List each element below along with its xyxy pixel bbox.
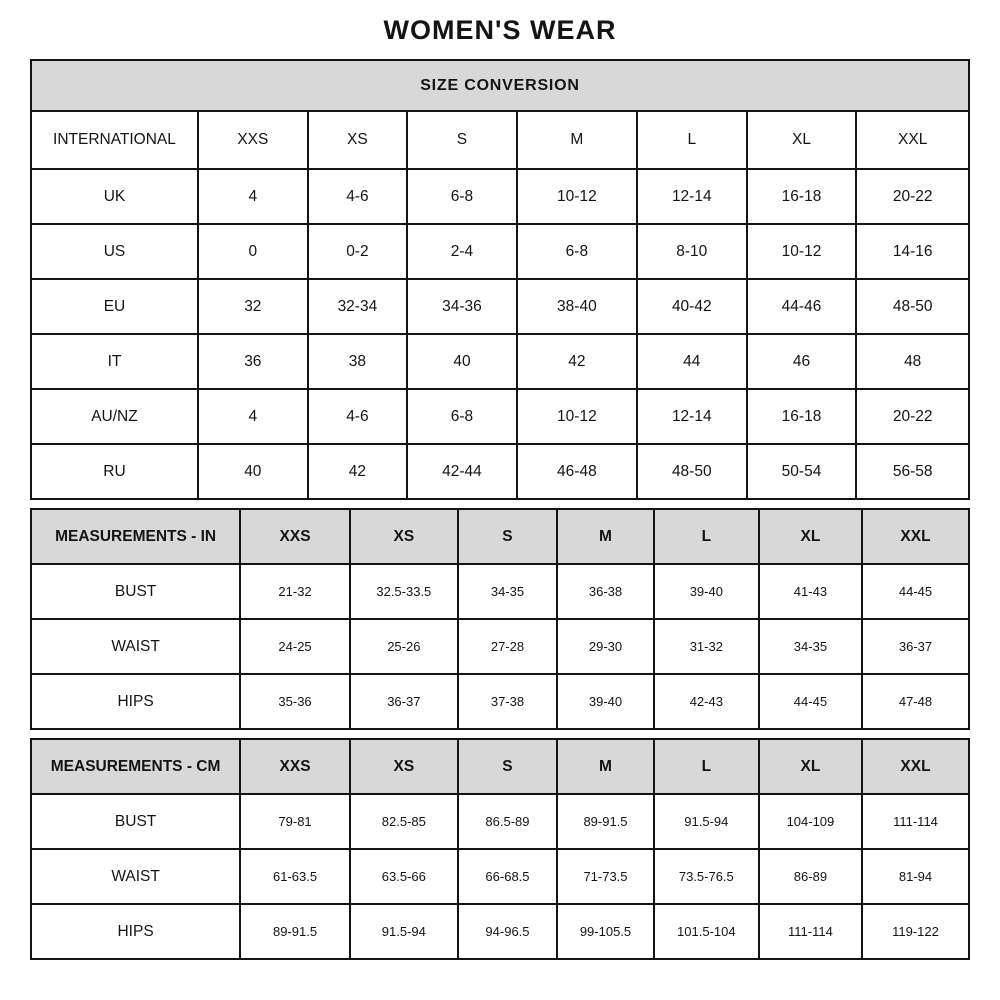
table-cell: 104-109: [759, 794, 862, 849]
table-cell: 86.5-89: [458, 794, 557, 849]
table-header-row: [31, 60, 969, 111]
table-cell: 36: [198, 334, 308, 389]
table-title: SIZE CONVERSION: [31, 60, 969, 111]
table-cell: 10-12: [517, 169, 637, 224]
table-cell: 56-58: [856, 444, 969, 499]
table-cell: 36-37: [350, 674, 458, 729]
column-header: XXL: [862, 509, 969, 564]
column-header: XS: [350, 509, 458, 564]
row-label: WAIST: [31, 849, 240, 904]
table-row: [31, 619, 969, 674]
table-cell: 34-35: [759, 619, 862, 674]
table-cell: 111-114: [862, 794, 969, 849]
table-cell: 41-43: [759, 564, 862, 619]
row-label: RU: [31, 444, 198, 499]
table-cell: 6-8: [517, 224, 637, 279]
table-cell: 14-16: [856, 224, 969, 279]
table-cell: 42-43: [654, 674, 759, 729]
table-cell: 0: [198, 224, 308, 279]
column-header: XXL: [856, 111, 969, 169]
table-cell: 81-94: [862, 849, 969, 904]
row-label: WAIST: [31, 619, 240, 674]
column-header: M: [557, 509, 654, 564]
row-label: HIPS: [31, 674, 240, 729]
table-cell: 34-36: [407, 279, 517, 334]
table-cell: 44: [637, 334, 747, 389]
table-cell: 38: [308, 334, 407, 389]
table-row: [31, 794, 969, 849]
table-cell: 2-4: [407, 224, 517, 279]
table-cell: 66-68.5: [458, 849, 557, 904]
table-cell: 48: [856, 334, 969, 389]
table-cell: 29-30: [557, 619, 654, 674]
table-cell: 39-40: [557, 674, 654, 729]
table-cell: 4: [198, 169, 308, 224]
column-header: L: [637, 111, 747, 169]
table-cell: 35-36: [240, 674, 350, 729]
column-header: S: [407, 111, 517, 169]
table-row: [31, 904, 969, 959]
table-cell: 86-89: [759, 849, 862, 904]
table-row: [31, 279, 969, 334]
table-cell: 6-8: [407, 169, 517, 224]
table-cell: 44-45: [759, 674, 862, 729]
table-cell: 4: [198, 389, 308, 444]
table-cell: 0-2: [308, 224, 407, 279]
column-header: XXS: [240, 509, 350, 564]
size-conversion-table: [30, 59, 970, 500]
table-cell: 31-32: [654, 619, 759, 674]
table-cell: 101.5-104: [654, 904, 759, 959]
table-cell: 44-46: [747, 279, 857, 334]
table-cell: 34-35: [458, 564, 557, 619]
row-label: BUST: [31, 564, 240, 619]
table-cell: 24-25: [240, 619, 350, 674]
table-cell: 12-14: [637, 389, 747, 444]
table-cell: 32.5-33.5: [350, 564, 458, 619]
table-cell: 32-34: [308, 279, 407, 334]
table-cell: 42: [308, 444, 407, 499]
column-header: XS: [350, 739, 458, 794]
table-cell: 42: [517, 334, 637, 389]
table-cell: 16-18: [747, 169, 857, 224]
table-cell: 21-32: [240, 564, 350, 619]
column-header: XS: [308, 111, 407, 169]
column-header: S: [458, 509, 557, 564]
table-cell: 36-38: [557, 564, 654, 619]
table-cell: 12-14: [637, 169, 747, 224]
table-cell: 91.5-94: [350, 904, 458, 959]
table-cell: 44-45: [862, 564, 969, 619]
table-row: [31, 389, 969, 444]
table-cell: 46: [747, 334, 857, 389]
table-cell: 111-114: [759, 904, 862, 959]
table-cell: 50-54: [747, 444, 857, 499]
table-cell: 4-6: [308, 169, 407, 224]
table-cell: 42-44: [407, 444, 517, 499]
table-cell: 38-40: [517, 279, 637, 334]
column-header: L: [654, 509, 759, 564]
row-label: BUST: [31, 794, 240, 849]
column-header-row: [31, 739, 969, 794]
column-header: L: [654, 739, 759, 794]
table-title: MEASUREMENTS - IN: [31, 509, 240, 564]
table-cell: 89-91.5: [557, 794, 654, 849]
table-cell: 40: [407, 334, 517, 389]
row-label: HIPS: [31, 904, 240, 959]
table-cell: 27-28: [458, 619, 557, 674]
table-cell: 73.5-76.5: [654, 849, 759, 904]
table-cell: 20-22: [856, 389, 969, 444]
table-cell: 4-6: [308, 389, 407, 444]
table-cell: 119-122: [862, 904, 969, 959]
table-cell: 94-96.5: [458, 904, 557, 959]
row-label: UK: [31, 169, 198, 224]
table-cell: 10-12: [517, 389, 637, 444]
table-cell: 37-38: [458, 674, 557, 729]
measurements-in-table: [30, 508, 970, 730]
column-header-row: [31, 509, 969, 564]
table-cell: 40-42: [637, 279, 747, 334]
column-header: S: [458, 739, 557, 794]
table-row: [31, 444, 969, 499]
table-row: [31, 169, 969, 224]
table-cell: 48-50: [856, 279, 969, 334]
column-header: XXS: [240, 739, 350, 794]
table-cell: 36-37: [862, 619, 969, 674]
column-header: M: [517, 111, 637, 169]
table-cell: 48-50: [637, 444, 747, 499]
table-title: MEASUREMENTS - CM: [31, 739, 240, 794]
column-header: XXL: [862, 739, 969, 794]
column-header: XXS: [198, 111, 308, 169]
page-title: WOMEN'S WEAR: [383, 15, 617, 45]
table-cell: 89-91.5: [240, 904, 350, 959]
table-cell: 91.5-94: [654, 794, 759, 849]
row-label: EU: [31, 279, 198, 334]
table-cell: 8-10: [637, 224, 747, 279]
measurements-cm-table: [30, 738, 970, 960]
table-cell: 79-81: [240, 794, 350, 849]
row-label: IT: [31, 334, 198, 389]
column-header: XL: [747, 111, 857, 169]
column-header: XL: [759, 739, 862, 794]
table-row: [31, 674, 969, 729]
table-cell: 40: [198, 444, 308, 499]
column-header-row: [31, 111, 969, 169]
row-label: AU/NZ: [31, 389, 198, 444]
table-cell: 32: [198, 279, 308, 334]
table-cell: 6-8: [407, 389, 517, 444]
table-cell: 63.5-66: [350, 849, 458, 904]
table-cell: 61-63.5: [240, 849, 350, 904]
table-cell: 39-40: [654, 564, 759, 619]
table-row: [31, 334, 969, 389]
table-cell: 47-48: [862, 674, 969, 729]
table-row: [31, 564, 969, 619]
table-cell: 71-73.5: [557, 849, 654, 904]
row-label: US: [31, 224, 198, 279]
table-cell: 99-105.5: [557, 904, 654, 959]
table-cell: 82.5-85: [350, 794, 458, 849]
column-header: M: [557, 739, 654, 794]
table-cell: 10-12: [747, 224, 857, 279]
table-cell: 20-22: [856, 169, 969, 224]
table-cell: 46-48: [517, 444, 637, 499]
column-header: INTERNATIONAL: [31, 111, 198, 169]
table-row: [31, 224, 969, 279]
table-cell: 16-18: [747, 389, 857, 444]
table-row: [31, 849, 969, 904]
table-cell: 25-26: [350, 619, 458, 674]
column-header: XL: [759, 509, 862, 564]
